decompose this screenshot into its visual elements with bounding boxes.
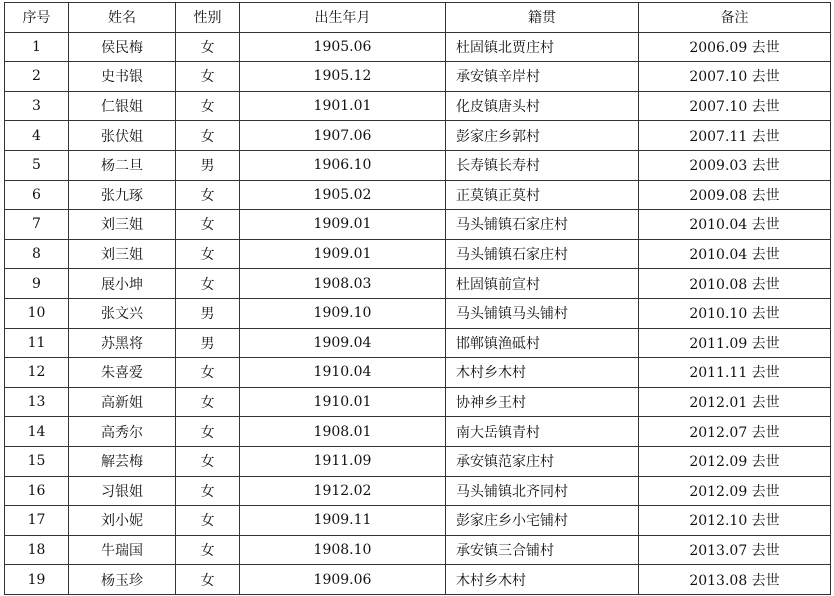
table-row: [5, 91, 831, 121]
cell-hometown: 马头铺镇马头铺村: [446, 298, 639, 328]
cell-remark: 2012.10 去世: [639, 506, 831, 536]
header-hometown: 籍贯: [446, 3, 639, 33]
cell-index: 13: [5, 387, 69, 417]
cell-hometown: 马头铺镇石家庄村: [446, 210, 639, 240]
cell-remark: 2010.04 去世: [639, 239, 831, 269]
cell-hometown: 杜固镇前宣村: [446, 269, 639, 299]
cell-name: 高新姐: [69, 387, 176, 417]
header-row: [5, 3, 831, 33]
cell-hometown: 邯郸镇渔砥村: [446, 328, 639, 358]
cell-name: 朱喜爱: [69, 358, 176, 388]
cell-remark: 2010.04 去世: [639, 210, 831, 240]
table-row: [5, 62, 831, 92]
cell-name: 展小坤: [69, 269, 176, 299]
cell-name: 刘三姐: [69, 210, 176, 240]
cell-index: 7: [5, 210, 69, 240]
cell-hometown: 承安镇范家庄村: [446, 446, 639, 476]
cell-index: 3: [5, 91, 69, 121]
cell-birth: 1909.10: [240, 298, 446, 328]
cell-hometown: 马头铺镇北齐同村: [446, 476, 639, 506]
header-index: 序号: [5, 3, 69, 33]
cell-remark: 2011.11 去世: [639, 358, 831, 388]
cell-birth: 1909.06: [240, 565, 446, 595]
table-row: [5, 328, 831, 358]
cell-name: 苏黑将: [69, 328, 176, 358]
cell-hometown: 马头铺镇石家庄村: [446, 239, 639, 269]
cell-remark: 2010.10 去世: [639, 298, 831, 328]
cell-birth: 1911.09: [240, 446, 446, 476]
cell-remark: 2012.07 去世: [639, 417, 831, 447]
table-row: [5, 387, 831, 417]
records-table: [4, 2, 831, 595]
cell-remark: 2009.03 去世: [639, 150, 831, 180]
cell-gender: 女: [176, 358, 240, 388]
table-row: [5, 506, 831, 536]
table-row: [5, 32, 831, 62]
cell-gender: 女: [176, 32, 240, 62]
cell-index: 6: [5, 180, 69, 210]
cell-index: 4: [5, 121, 69, 151]
table-body: [5, 32, 831, 594]
cell-birth: 1907.06: [240, 121, 446, 151]
cell-index: 18: [5, 535, 69, 565]
cell-index: 9: [5, 269, 69, 299]
cell-gender: 男: [176, 328, 240, 358]
cell-index: 8: [5, 239, 69, 269]
cell-remark: 2011.09 去世: [639, 328, 831, 358]
cell-name: 杨玉珍: [69, 565, 176, 595]
cell-remark: 2007.11 去世: [639, 121, 831, 151]
cell-name: 张九琢: [69, 180, 176, 210]
table-row: [5, 298, 831, 328]
cell-name: 刘三姐: [69, 239, 176, 269]
cell-gender: 女: [176, 91, 240, 121]
cell-index: 16: [5, 476, 69, 506]
cell-hometown: 承安镇三合铺村: [446, 535, 639, 565]
cell-hometown: 承安镇辛岸村: [446, 62, 639, 92]
cell-gender: 女: [176, 446, 240, 476]
table-row: [5, 210, 831, 240]
header-name: 姓名: [69, 3, 176, 33]
cell-birth: 1909.11: [240, 506, 446, 536]
cell-hometown: 化皮镇唐头村: [446, 91, 639, 121]
cell-gender: 女: [176, 210, 240, 240]
cell-birth: 1908.03: [240, 269, 446, 299]
cell-birth: 1910.04: [240, 358, 446, 388]
header-birth: 出生年月: [240, 3, 446, 33]
header-gender: 性别: [176, 3, 240, 33]
cell-name: 高秀尔: [69, 417, 176, 447]
table-row: [5, 269, 831, 299]
cell-hometown: 木村乡木村: [446, 358, 639, 388]
cell-birth: 1910.01: [240, 387, 446, 417]
cell-remark: 2013.07 去世: [639, 535, 831, 565]
cell-gender: 女: [176, 417, 240, 447]
cell-index: 11: [5, 328, 69, 358]
cell-birth: 1909.04: [240, 328, 446, 358]
table-row: [5, 476, 831, 506]
cell-name: 史书银: [69, 62, 176, 92]
header-remark: 备注: [639, 3, 831, 33]
cell-hometown: 长寿镇长寿村: [446, 150, 639, 180]
cell-gender: 女: [176, 180, 240, 210]
cell-index: 2: [5, 62, 69, 92]
cell-birth: 1906.10: [240, 150, 446, 180]
cell-hometown: 木村乡木村: [446, 565, 639, 595]
cell-name: 仁银姐: [69, 91, 176, 121]
cell-birth: 1905.06: [240, 32, 446, 62]
cell-hometown: 正莫镇正莫村: [446, 180, 639, 210]
table-row: [5, 358, 831, 388]
cell-index: 14: [5, 417, 69, 447]
cell-name: 张文兴: [69, 298, 176, 328]
cell-gender: 男: [176, 150, 240, 180]
cell-index: 12: [5, 358, 69, 388]
cell-remark: 2006.09 去世: [639, 32, 831, 62]
cell-remark: 2012.09 去世: [639, 476, 831, 506]
cell-name: 解芸梅: [69, 446, 176, 476]
cell-name: 习银姐: [69, 476, 176, 506]
cell-hometown: 南大岳镇青村: [446, 417, 639, 447]
cell-birth: 1909.01: [240, 239, 446, 269]
table-row: [5, 180, 831, 210]
cell-birth: 1901.01: [240, 91, 446, 121]
table-row: [5, 446, 831, 476]
cell-hometown: 协神乡王村: [446, 387, 639, 417]
cell-index: 5: [5, 150, 69, 180]
table-row: [5, 417, 831, 447]
cell-remark: 2007.10 去世: [639, 62, 831, 92]
cell-index: 15: [5, 446, 69, 476]
cell-name: 杨二旦: [69, 150, 176, 180]
cell-remark: 2010.08 去世: [639, 269, 831, 299]
cell-birth: 1905.12: [240, 62, 446, 92]
table-row: [5, 150, 831, 180]
cell-name: 张伏姐: [69, 121, 176, 151]
cell-gender: 女: [176, 476, 240, 506]
cell-gender: 女: [176, 121, 240, 151]
table-row: [5, 535, 831, 565]
cell-hometown: 彭家庄乡小宅铺村: [446, 506, 639, 536]
cell-name: 刘小妮: [69, 506, 176, 536]
cell-gender: 女: [176, 565, 240, 595]
cell-birth: 1908.01: [240, 417, 446, 447]
cell-index: 10: [5, 298, 69, 328]
cell-gender: 女: [176, 535, 240, 565]
cell-birth: 1905.02: [240, 180, 446, 210]
table-row: [5, 565, 831, 595]
cell-index: 17: [5, 506, 69, 536]
cell-birth: 1909.01: [240, 210, 446, 240]
cell-birth: 1908.10: [240, 535, 446, 565]
table-row: [5, 239, 831, 269]
cell-gender: 女: [176, 62, 240, 92]
cell-remark: 2012.09 去世: [639, 446, 831, 476]
cell-gender: 女: [176, 239, 240, 269]
cell-hometown: 杜固镇北贾庄村: [446, 32, 639, 62]
cell-index: 19: [5, 565, 69, 595]
cell-name: 牛瑞国: [69, 535, 176, 565]
table-row: [5, 121, 831, 151]
cell-remark: 2012.01 去世: [639, 387, 831, 417]
cell-remark: 2013.08 去世: [639, 565, 831, 595]
cell-gender: 女: [176, 269, 240, 299]
cell-index: 1: [5, 32, 69, 62]
cell-name: 侯民梅: [69, 32, 176, 62]
cell-gender: 男: [176, 298, 240, 328]
cell-gender: 女: [176, 387, 240, 417]
cell-remark: 2007.10 去世: [639, 91, 831, 121]
cell-gender: 女: [176, 506, 240, 536]
cell-remark: 2009.08 去世: [639, 180, 831, 210]
cell-hometown: 彭家庄乡郭村: [446, 121, 639, 151]
cell-birth: 1912.02: [240, 476, 446, 506]
